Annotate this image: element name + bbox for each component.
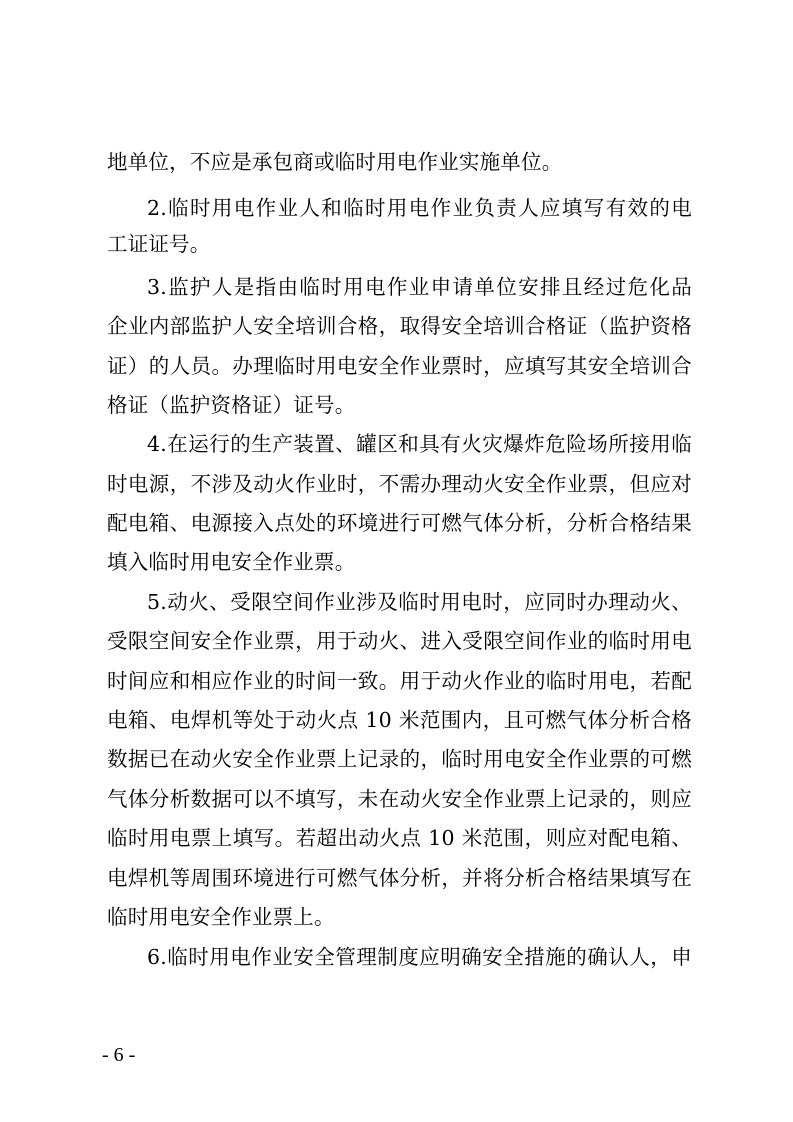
text-line: 工证证号。 [107,232,211,256]
page-number: - 6 - [102,1044,136,1066]
text-line: 格证（监护资格证）证号。 [107,393,356,417]
text-line: 电焊机等周围环境进行可燃气体分析，并将分析合格结果填写在 [107,866,692,890]
text-line: 6.临时用电作业安全管理制度应明确安全措施的确认人，申 [147,945,692,969]
text-line: 临时用电票上填写。若超出动火点 10 米范围，则应对配电箱、 [107,826,692,850]
text-line: 气体分析数据可以不填写，未在动火安全作业票上记录的，则应 [107,787,692,811]
text-line: 临时用电安全作业票上。 [107,905,335,929]
text-line: 5.动火、受限空间作业涉及临时用电时，应同时办理动火、 [147,590,692,614]
text-line: 4.在运行的生产装置、罐区和具有火灾爆炸危险场所接用临 [147,432,692,456]
text-line: 填入临时用电安全作业票。 [107,550,356,574]
text-line: 数据已在动火安全作业票上记录的，临时用电安全作业票的可燃 [107,747,692,771]
text-line: 证）的人员。办理临时用电安全作业票时，应填写其安全培训合 [107,354,692,378]
text-line: 3.监护人是指由临时用电作业申请单位安排且经过危化品 [147,275,692,299]
text-line: 时间应和相应作业的时间一致。用于动火作业的临时用电，若配 [107,669,692,693]
text-line: 2.临时用电作业人和临时用电作业负责人应填写有效的电 [147,196,692,220]
text-line: 受限空间安全作业票，用于动火、进入受限空间作业的临时用电 [107,629,692,653]
text-line: 电箱、电焊机等处于动火点 10 米范围内，且可燃气体分析合格 [107,708,692,732]
text-line: 配电箱、电源接入点处的环境进行可燃气体分析，分析合格结果 [107,511,692,535]
text-line: 企业内部监护人安全培训合格，取得安全培训合格证（监护资格 [107,314,692,338]
text-line: 时电源，不涉及动火作业时，不需办理动火安全作业票，但应对 [107,472,692,496]
text-line: 地单位，不应是承包商或临时用电作业实施单位。 [107,150,563,174]
